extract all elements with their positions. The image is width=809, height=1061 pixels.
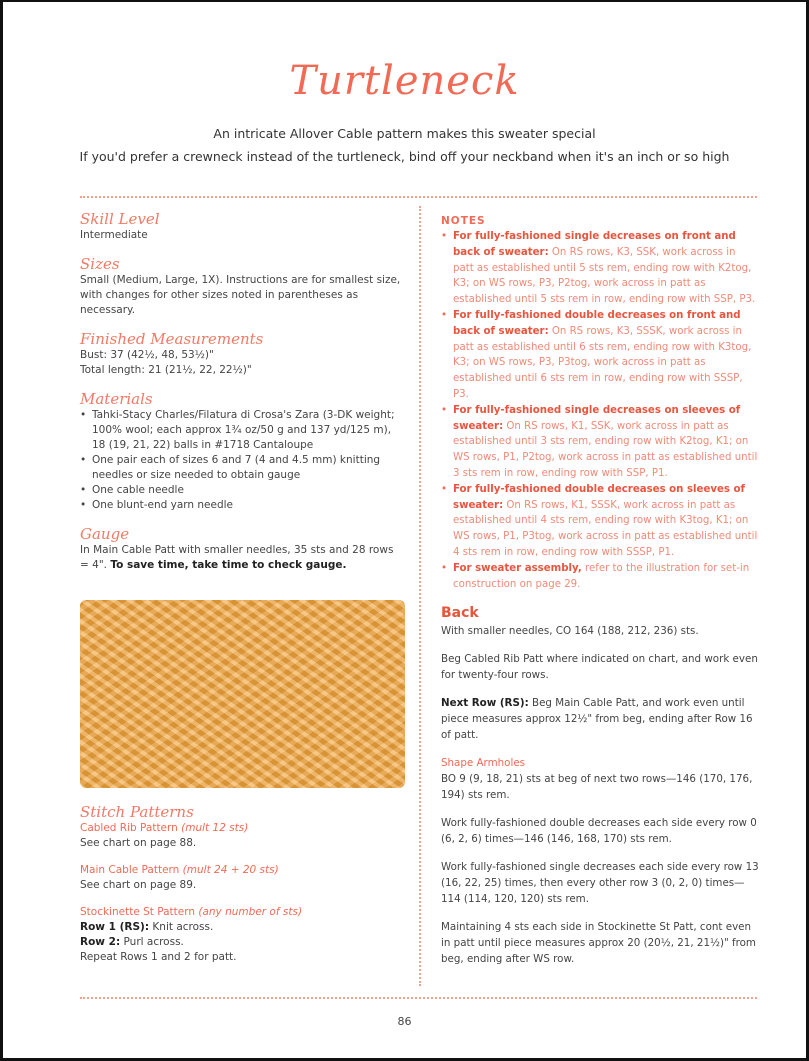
skill-text: Intermediate <box>80 229 148 241</box>
note-text: On RS rows, K1, SSK, work across in patt as established until 3 sts rem, ending row with K2tog, K1; on WS rows, P1, P2tog, work across in patt as established until 3 sts rem in row, ending row with SSP, P1. <box>453 420 758 479</box>
stitch-heading: Stitch Patterns <box>80 803 194 821</box>
stockinette-title <box>80 905 402 920</box>
list-item <box>441 229 759 308</box>
list-item <box>441 561 759 593</box>
armholes-para-1: BO 9 (9, 18, 21) sts at beg of next two rows—146 (170, 176, 194) sts rem. <box>441 773 753 802</box>
back-para-1: With smaller needles, CO 164 (188, 212, 236) sts. <box>441 625 699 638</box>
bottom-divider <box>80 997 757 999</box>
armholes-heading: Shape Armholes <box>441 757 526 770</box>
note-bold: For fully-fashioned single decreases on front and back of sweater: <box>453 231 736 258</box>
stitch-patterns <box>80 803 402 965</box>
cabled-rib-title <box>80 821 402 836</box>
cabled-rib-name: Cabled Rib Pattern <box>80 822 178 834</box>
main-cable-title <box>80 863 402 878</box>
note-text: On RS rows, K1, SSSK, work across in patt as established until 4 sts rem, ending row with K3tog, K1; on WS rows, P1, P3tog, work across in patt as established until 4 sts rem in row, ending row with SSSP, P1. <box>453 499 758 558</box>
sizes-heading: Sizes <box>80 255 120 273</box>
gauge-text <box>80 543 402 573</box>
gauge-spec: In Main Cable Patt with smaller needles, 35 sts and 28 rows = 4". <box>80 544 394 571</box>
measurements-heading: Finished Measurements <box>80 330 264 348</box>
back-para-2: Beg Cabled Rib Patt where indicated on chart, and work even for twenty-four rows. <box>441 653 758 682</box>
note-bold: For fully-fashioned single decreases on sleeves of sweater: <box>453 404 741 432</box>
list-item: • One blunt-end yarn needle <box>92 498 402 513</box>
row-1-text: Knit across. <box>152 921 214 933</box>
list-item: • Tahki-Stacy Charles/Filatura di Crosa's Zara (3-DK weight; 100% wool; each approx 1¾ oz/50 g and 137 yd/125 m), 18 (19, 21, 22) balls in #1718 Cantaloupe <box>92 408 402 453</box>
notes-heading: NOTES <box>441 215 486 227</box>
list-item <box>441 482 759 561</box>
right-column <box>441 214 759 967</box>
cabled-rib-text: See chart on page 88. <box>80 837 197 849</box>
length-text: Total length: 21 (21½, 22, 22½)" <box>80 364 252 376</box>
left-column <box>80 210 402 573</box>
back-para-3 <box>441 695 759 743</box>
armholes-para-3: Work fully-fashioned single decreases each side every row 13 (16, 22, 25) times, then every other row 3 (0, 2, 0) times—114 (114, 120, 120) sts rem. <box>441 861 759 906</box>
row-2-label: Row 2: <box>80 936 121 948</box>
intro-line-2: If you'd prefer a crewneck instead of the turtleneck, bind off your neckband when it's an inch or so high <box>79 149 730 164</box>
row-2 <box>80 935 402 950</box>
page-title: Turtleneck <box>289 58 520 104</box>
column-divider <box>419 206 421 986</box>
note-text: refer to the illustration for set-in construction on page 29. <box>453 562 750 590</box>
list-item: • One pair each of sizes 6 and 7 (4 and 4.5 mm) knitting needles or size needed to obtain gauge <box>92 453 402 483</box>
note-text: On RS rows, K3, SSK, work across in patt as established until 5 sts rem, ending row with K2tog, K3; on WS rows, P3, P2tog, work across in patt as established until 5 sts rem in row, ending row with SSP, P3. <box>453 246 756 306</box>
page-number: 86 <box>397 1015 412 1028</box>
main-cable-name: Main Cable Pattern <box>80 864 180 876</box>
materials-list <box>80 408 402 513</box>
row-1 <box>80 920 402 935</box>
list-item: • One cable needle <box>92 483 402 498</box>
next-row-label: Next Row (RS): <box>441 697 529 710</box>
intro-line-1: An intricate Allover Cable pattern makes this sweater special <box>213 126 596 141</box>
main-cable-mult: (mult 24 + 20 sts) <box>182 864 279 876</box>
repeat-text: Repeat Rows 1 and 2 for patt. <box>80 951 237 963</box>
cable-swatch-photo <box>80 600 405 788</box>
gauge-note: To save time, take time to check gauge. <box>110 559 347 571</box>
row-1-label: Row 1 (RS): <box>80 921 150 933</box>
bust-text: Bust: 37 (42½, 48, 53½)" <box>80 349 214 361</box>
main-cable-text: See chart on page 89. <box>80 879 197 891</box>
stockinette-name: Stockinette St Pattern <box>80 906 196 918</box>
note-bold: For sweater assembly, <box>453 562 582 574</box>
cabled-rib-mult: (mult 12 sts) <box>181 822 249 834</box>
note-text: On RS rows, K3, SSSK, work across in patt as established until 6 sts rem, ending row with K3tog, K3; on WS rows, P3, P3tog, work across in patt as established until 6 sts rem in row, ending row with SSSP, P3. <box>453 325 752 400</box>
note-bold: For fully-fashioned double decreases on sleeves of sweater: <box>453 483 745 511</box>
row-2-text: Purl across. <box>123 936 184 948</box>
list-item <box>441 403 759 482</box>
note-bold: For fully-fashioned double decreases on front and back of sweater: <box>453 309 741 337</box>
armholes-para-2: Work fully-fashioned double decreases each side every row 0 (6, 2, 6) times—146 (146, 168, 170) sts rem. <box>441 817 757 846</box>
stockinette-mult: (any number of sts) <box>198 906 303 918</box>
armholes-para-4: Maintaining 4 sts each side in Stockinette St Patt, cont even in patt until piece measures approx 20 (20½, 21, 21½)" from beg, ending after WS row. <box>441 921 756 966</box>
sizes-text: Small (Medium, Large, 1X). Instructions are for smallest size, with changes for other sizes noted in parentheses as necessary. <box>80 274 401 316</box>
list-item <box>441 308 759 403</box>
materials-heading: Materials <box>80 390 153 408</box>
next-row-text: Beg Main Cable Patt, and work even until piece measures approx 12½" from beg, ending after Row 16 of patt. <box>441 697 753 742</box>
gauge-heading: Gauge <box>80 525 130 543</box>
back-heading: Back <box>441 605 479 622</box>
top-divider <box>80 196 757 198</box>
skill-heading: Skill Level <box>80 210 160 228</box>
